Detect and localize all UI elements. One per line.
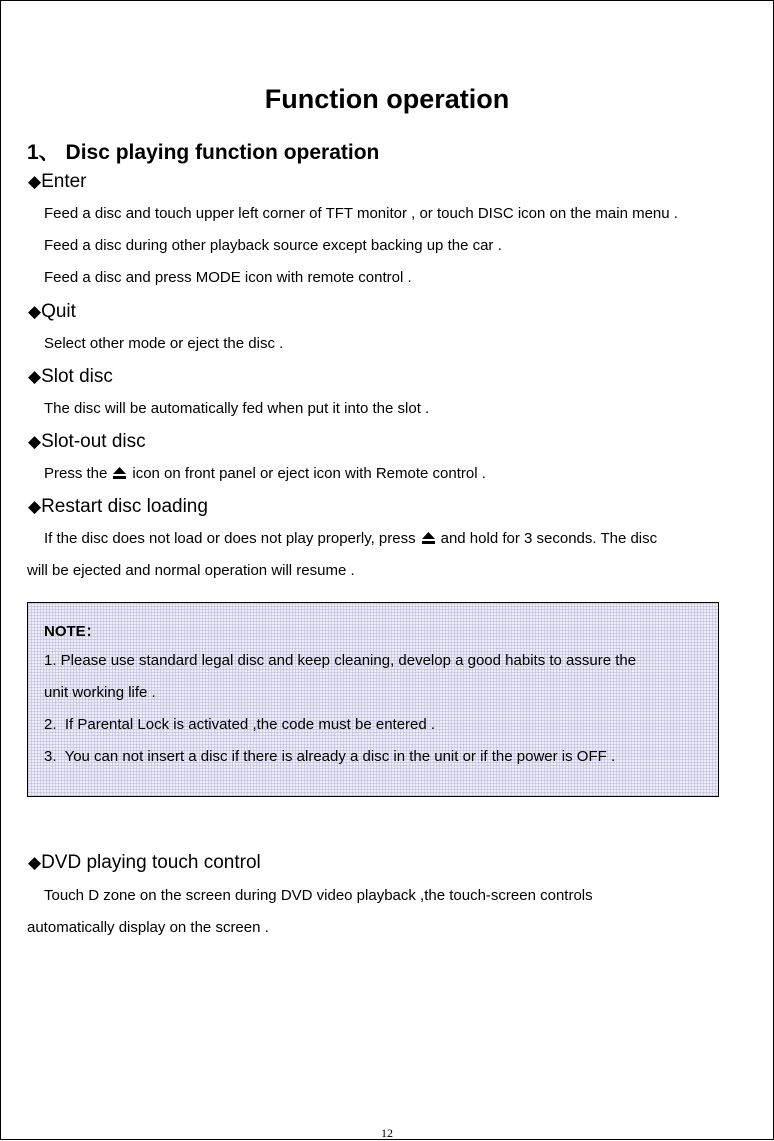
slot-out-after: icon on front panel or eject icon with Remote control . xyxy=(132,465,486,482)
dvd-heading-text: DVD playing touch control xyxy=(41,852,261,873)
section-number: 1、 xyxy=(27,141,60,164)
enter-line-3: Feed a disc and press MODE icon with remote control . xyxy=(44,269,412,286)
note-item-2: 2. If Parental Lock is activated ,the code must be entered . xyxy=(44,716,436,733)
section-title: Disc playing function operation xyxy=(65,141,380,164)
eject-icon xyxy=(422,531,435,548)
restart-after: and hold for 3 seconds. The disc xyxy=(440,530,658,547)
diamond-bullet-icon: ◆ xyxy=(28,432,42,451)
slot-out-before: Press the xyxy=(44,465,108,482)
eject-icon xyxy=(113,466,126,483)
slot-disc-line: The disc will be automatically fed when put it into the slot . xyxy=(44,400,430,417)
note-item-1-line-2: unit working life . xyxy=(44,684,156,701)
diamond-bullet-icon: ◆ xyxy=(28,302,42,321)
slot-out-line xyxy=(44,465,486,483)
restart-before: If the disc does not load or does not play properly, press xyxy=(44,530,416,547)
dvd-line-1: Touch D zone on the screen during DVD video playback ,the touch-screen controls xyxy=(44,887,593,904)
page-title: Function operation xyxy=(264,84,510,114)
quit-heading xyxy=(28,301,76,323)
note-item-3: 3. You can not insert a disc if there is already a disc in the unit or if the power is OFF . xyxy=(44,748,616,765)
page-number: 12 xyxy=(381,1126,393,1140)
enter-heading-text: Enter xyxy=(41,171,87,192)
note-label: NOTE： xyxy=(44,623,101,640)
restart-heading xyxy=(28,496,208,518)
note-box xyxy=(27,602,719,797)
section-heading xyxy=(27,136,379,166)
enter-line-2: Feed a disc during other playback source except backing up the car . xyxy=(44,237,502,254)
diamond-bullet-icon: ◆ xyxy=(28,853,42,872)
slot-disc-heading xyxy=(28,366,113,388)
restart-heading-text: Restart disc loading xyxy=(41,496,208,517)
slot-out-heading-text: Slot-out disc xyxy=(41,431,146,452)
diamond-bullet-icon: ◆ xyxy=(28,497,42,516)
enter-line-1: Feed a disc and touch upper left corner of TFT monitor , or touch DISC icon on the main menu . xyxy=(44,205,678,222)
dvd-heading xyxy=(28,852,261,874)
quit-heading-text: Quit xyxy=(41,301,76,322)
diamond-bullet-icon: ◆ xyxy=(28,172,42,191)
restart-line-2: will be ejected and normal operation will resume . xyxy=(27,562,355,579)
slot-out-heading xyxy=(28,431,146,453)
quit-line: Select other mode or eject the disc . xyxy=(44,335,284,352)
dvd-line-2: automatically display on the screen . xyxy=(27,919,269,936)
diamond-bullet-icon: ◆ xyxy=(28,367,42,386)
slot-disc-heading-text: Slot disc xyxy=(41,366,113,387)
enter-heading xyxy=(28,171,87,193)
restart-line-1 xyxy=(44,530,657,548)
note-item-1-line-1: 1. Please use standard legal disc and keep cleaning, develop a good habits to assure the xyxy=(44,652,637,669)
